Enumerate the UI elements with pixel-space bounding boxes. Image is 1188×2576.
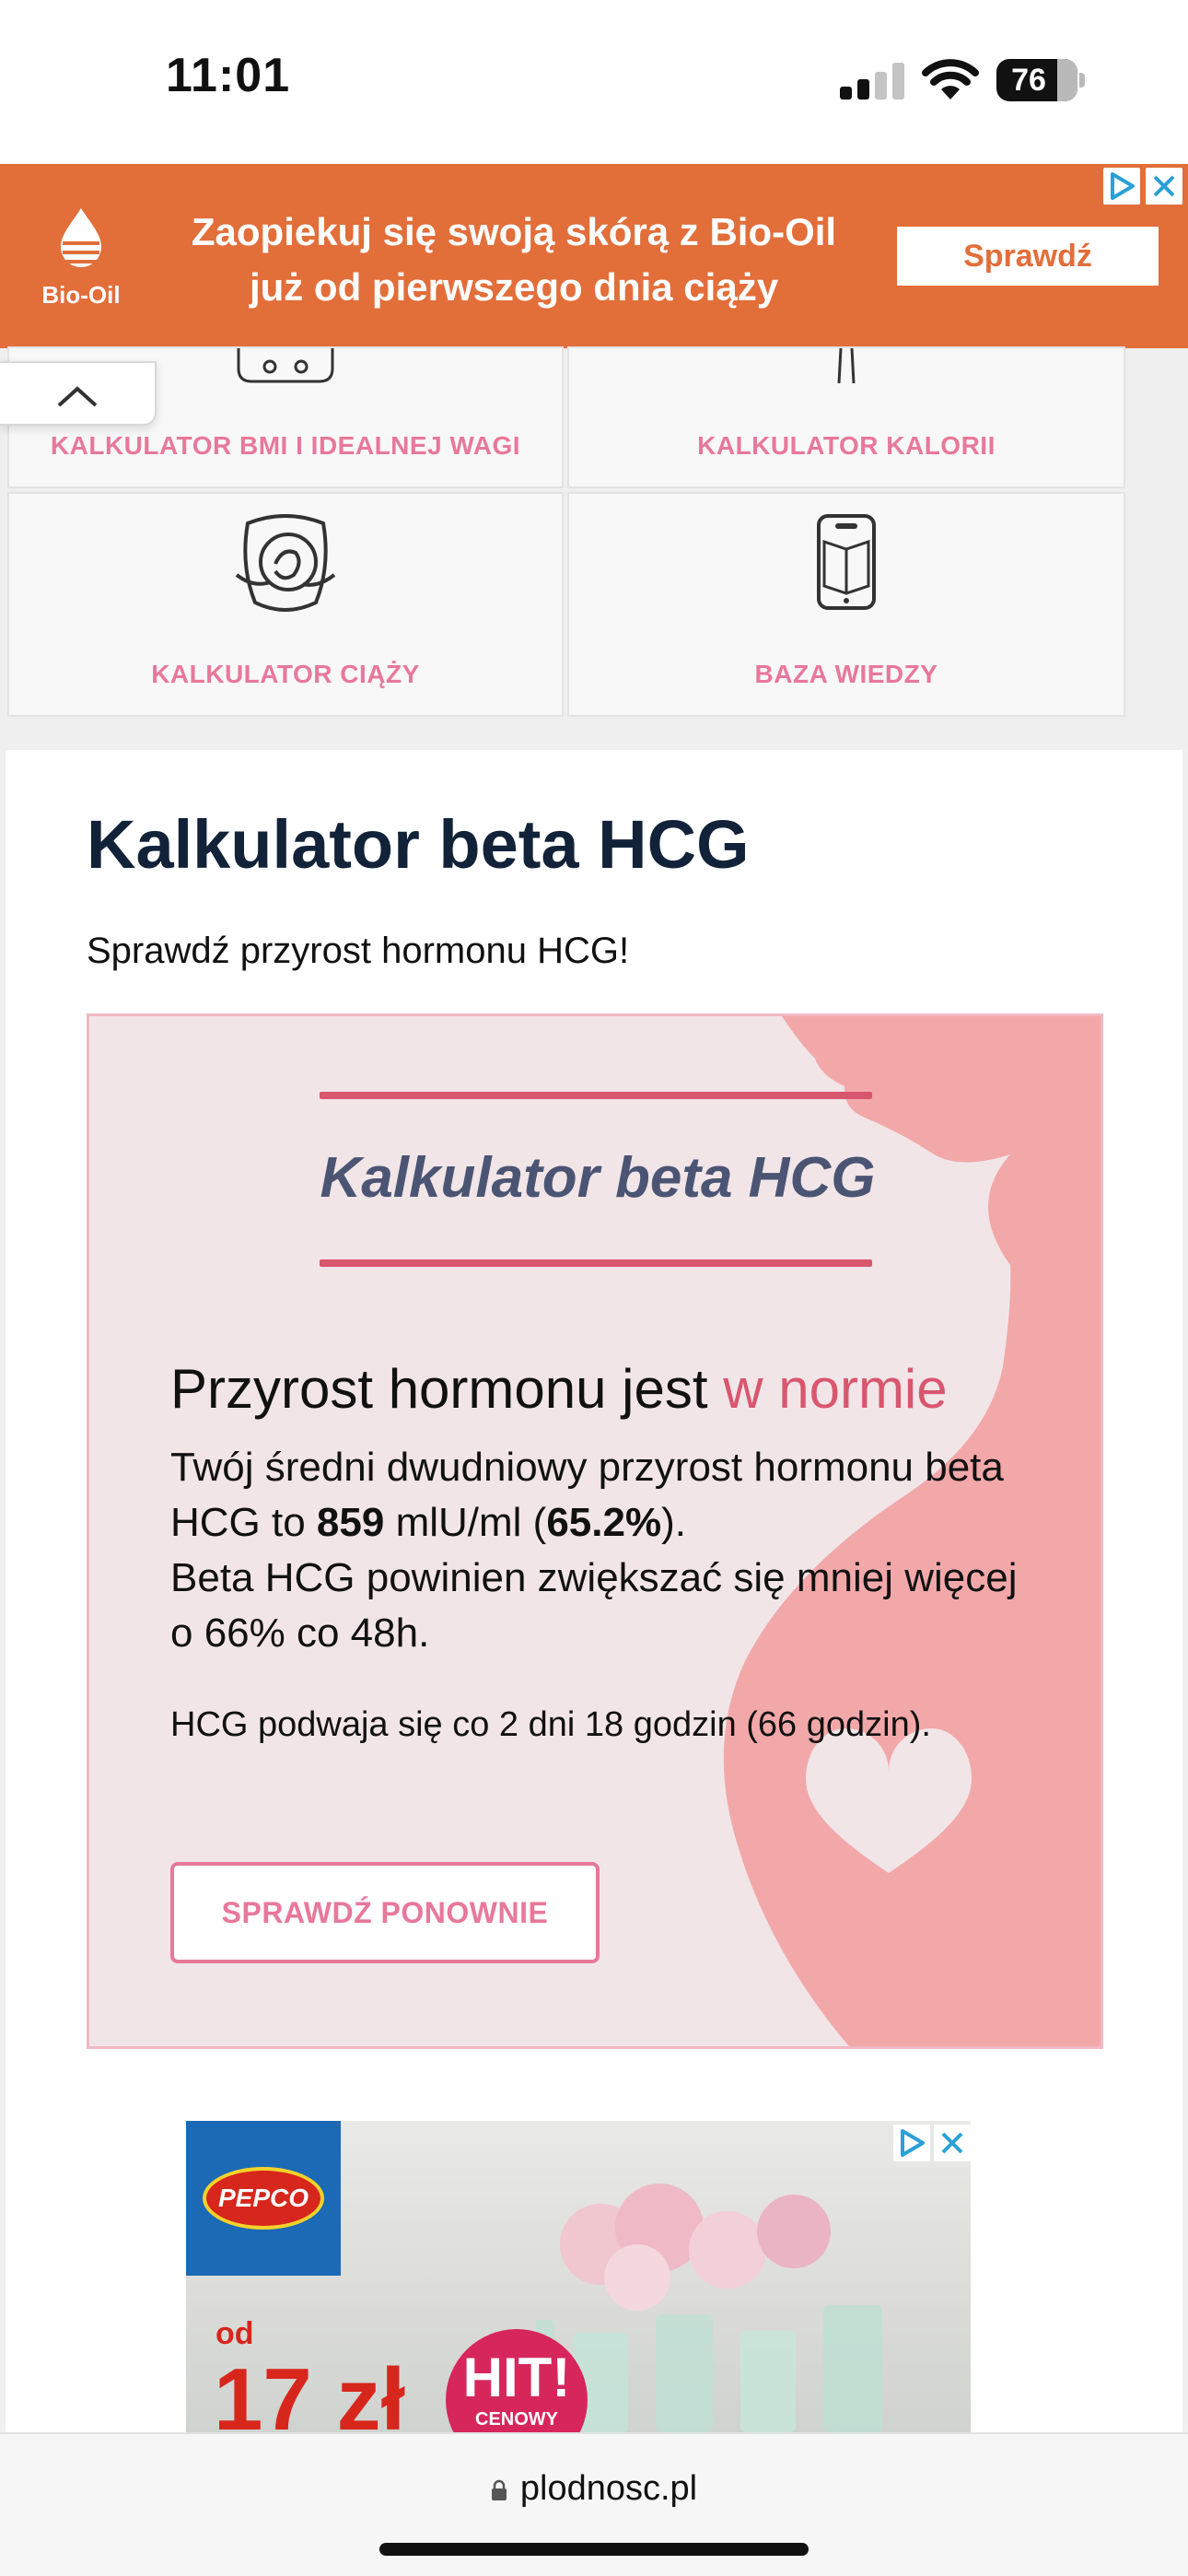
scale-icon <box>235 348 336 385</box>
increase-percent: 65.2% <box>546 1500 662 1545</box>
ad-headline[interactable] <box>155 205 873 315</box>
top-ad-banner[interactable] <box>0 164 1188 348</box>
tile-label: KALKULATOR KALORII <box>697 431 996 460</box>
bio-oil-logo <box>26 205 136 324</box>
title-rule-top <box>320 1092 872 1099</box>
result-text-2: mlU/ml ( <box>384 1500 547 1545</box>
result-text-4: Beta HCG powinien zwiększać się mniej więcej o 66% co 48h. <box>170 1555 1018 1656</box>
result-description <box>170 1440 1036 1661</box>
result-heading <box>170 1357 948 1421</box>
doubling-time: HCG podwaja się co 2 dni 18 godzin (66 godzin). <box>170 1705 931 1744</box>
hit-text: HIT! <box>462 2347 571 2408</box>
chevron-up-icon[interactable] <box>55 383 99 409</box>
result-status: w normie <box>723 1358 948 1420</box>
ad-headline-line2: już od pierwszego dnia ciąży <box>249 265 779 309</box>
pepco-logo: PEPCO <box>203 2167 324 2230</box>
result-text-1: Twój średni dwudniowy przyrost hormonu beta HCG to <box>170 1445 1004 1545</box>
calculator-tiles <box>0 348 1188 750</box>
cellular-signal-icon <box>840 63 904 100</box>
lock-icon <box>491 2479 507 2501</box>
pepco-logo-box <box>186 2121 341 2276</box>
tile-label: BAZA WIEDZY <box>754 660 938 688</box>
ad-choices-bottom[interactable] <box>893 2125 971 2161</box>
main-content <box>0 750 1188 2432</box>
battery-icon <box>996 59 1085 101</box>
url-display[interactable] <box>0 2469 1188 2509</box>
status-time: 11:01 <box>166 49 291 102</box>
result-prefix: Przyrost hormonu jest <box>170 1358 724 1420</box>
tile-knowledge-base[interactable] <box>567 492 1125 717</box>
wifi-icon <box>921 57 980 101</box>
status-bar <box>0 0 1188 164</box>
battery-level: 76 <box>1011 63 1046 98</box>
flowers-glasses-image <box>536 2176 923 2432</box>
oil-drop-icon <box>55 205 107 271</box>
tile-label: KALKULATOR CIĄŻY <box>151 660 420 688</box>
tile-pregnancy[interactable] <box>7 492 564 717</box>
figure-icon <box>828 348 865 385</box>
hit-subtext: CENOWY <box>475 2409 558 2430</box>
collapse-tab[interactable] <box>0 361 157 426</box>
pregnancy-icon <box>235 510 336 621</box>
home-indicator[interactable] <box>379 2543 809 2556</box>
ad-price-from: od <box>215 2316 254 2351</box>
increase-value: 859 <box>316 1500 385 1545</box>
ad-logo-text: Bio-Oil <box>41 281 121 309</box>
check-again-button[interactable]: SPRAWDŹ PONOWNIE <box>170 1862 600 1963</box>
ad-headline-line1: Zaopiekuj się swoją skórą z Bio-Oil <box>191 210 837 253</box>
adchoices-icon[interactable] <box>1103 168 1140 205</box>
url-text: plodnosc.pl <box>519 2469 698 2508</box>
page-title: Kalkulator beta HCG <box>87 806 750 883</box>
hit-badge <box>446 2329 588 2432</box>
tile-label: KALKULATOR BMI I IDEALNEJ WAGI <box>50 431 521 460</box>
close-ad-icon[interactable] <box>934 2125 971 2161</box>
tile-calories[interactable] <box>567 346 1125 488</box>
close-ad-icon[interactable] <box>1146 168 1182 205</box>
ad-cta-button[interactable]: Sprawdź <box>897 227 1159 286</box>
hcg-result-card <box>87 1013 1103 2049</box>
ad-choices[interactable] <box>1103 168 1182 205</box>
result-text-3: ). <box>661 1500 686 1545</box>
page-subtitle: Sprawdź przyrost hormonu HCG! <box>87 931 630 971</box>
phone-book-icon <box>809 512 883 614</box>
browser-url-bar[interactable] <box>0 2432 1188 2576</box>
ad-price: 17 zł <box>214 2350 406 2432</box>
title-rule-bottom <box>320 1259 872 1267</box>
bottom-ad-banner[interactable] <box>186 2121 971 2432</box>
card-title: Kalkulator beta HCG <box>320 1146 876 1210</box>
adchoices-icon[interactable] <box>893 2125 930 2161</box>
